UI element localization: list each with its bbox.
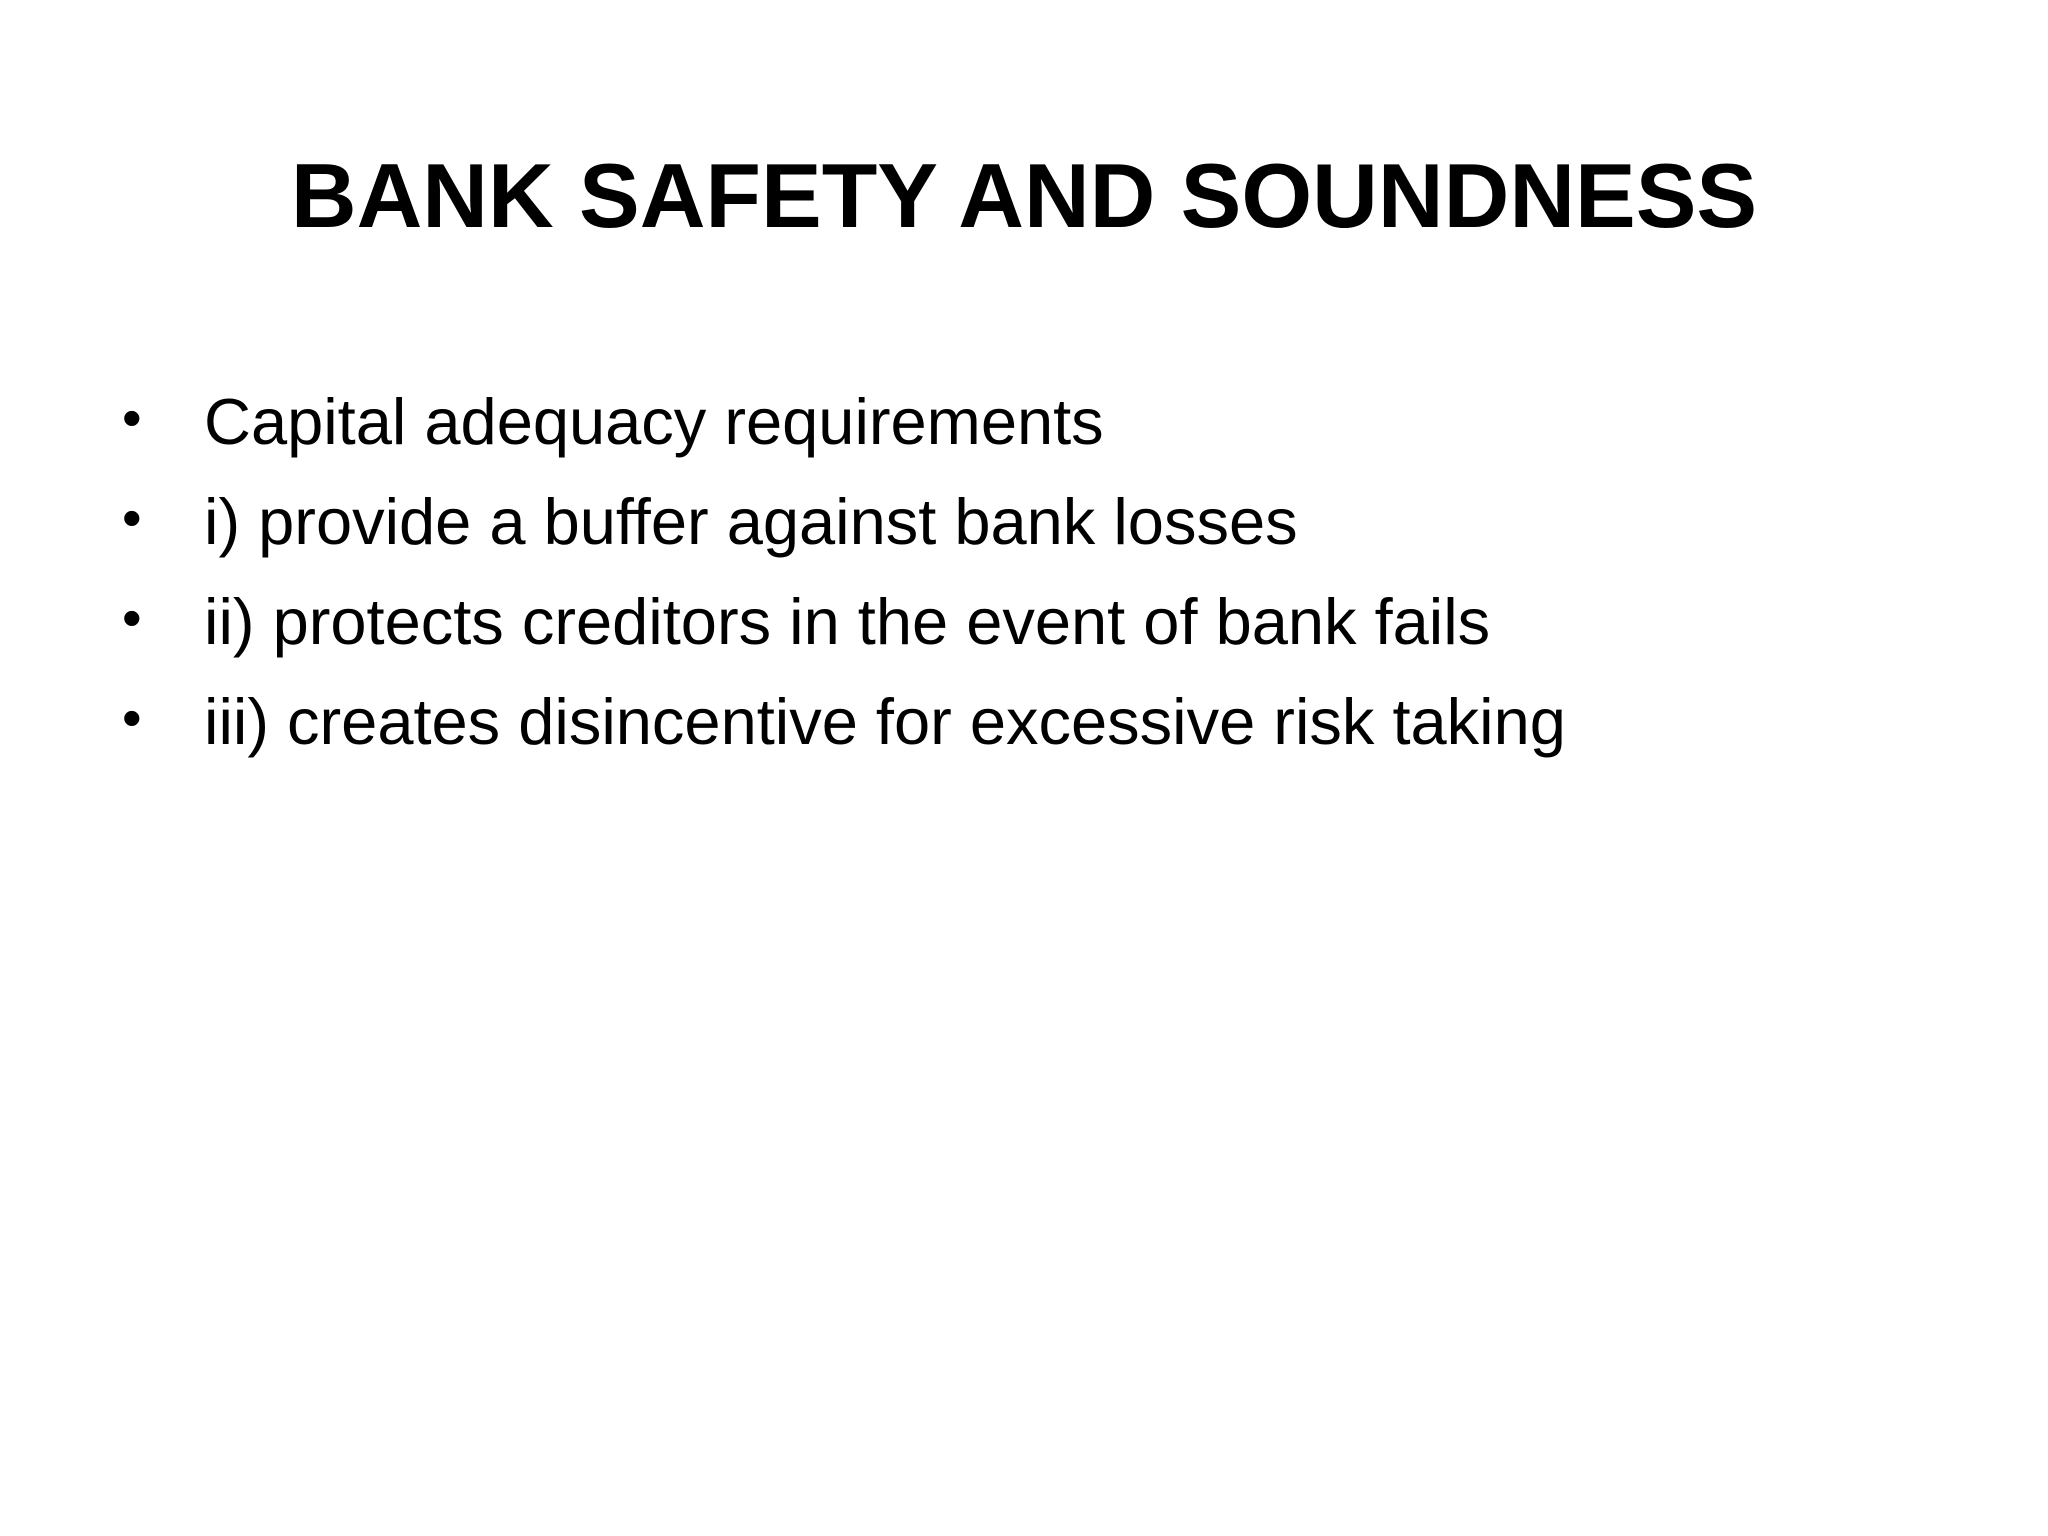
bullet-text: ii) protects creditors in the event of bank fails <box>204 585 1491 658</box>
list-item <box>122 572 1942 672</box>
list-item <box>122 372 1942 472</box>
bullet-text: iii) creates disincentive for excessive risk taking <box>204 685 1566 758</box>
bullet-list <box>122 372 1942 772</box>
bullet-marker: • <box>122 486 142 549</box>
list-item <box>122 672 1942 772</box>
bullet-text: i) provide a buffer against bank losses <box>204 485 1298 558</box>
slide-title: BANK SAFETY AND SOUNDNESS <box>290 146 1758 247</box>
list-item <box>122 472 1942 572</box>
bullet-marker: • <box>122 586 142 649</box>
bullet-marker: • <box>122 686 142 749</box>
bullet-marker: • <box>122 386 142 449</box>
bullet-text: Capital adequacy requirements <box>204 385 1104 458</box>
